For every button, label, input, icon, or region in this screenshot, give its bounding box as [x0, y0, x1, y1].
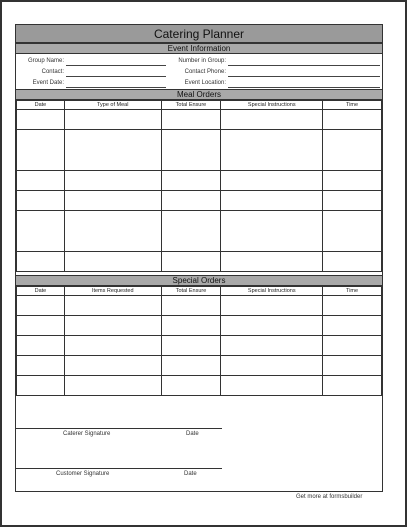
col-special-instructions: Special Instructions	[247, 288, 296, 294]
caterer-signature-label: Caterer Signature	[63, 431, 111, 437]
col-special-instructions: Special Instructions	[247, 102, 296, 108]
table-row[interactable]	[17, 130, 382, 171]
caterer-date-label: Date	[186, 431, 199, 437]
group-name-field[interactable]	[66, 65, 166, 66]
caterer-signature-line[interactable]	[16, 428, 222, 429]
group-name-label: Group Name:	[27, 58, 64, 64]
table-row[interactable]	[17, 336, 382, 356]
customer-signature-line[interactable]	[16, 468, 222, 469]
contact-field[interactable]	[66, 76, 166, 77]
event-info-header: Event Information	[16, 43, 382, 54]
contact-phone-label: Contact Phone:	[184, 69, 226, 75]
customer-signature-label: Customer Signature	[56, 471, 110, 477]
number-in-group-label: Number in Group:	[178, 58, 226, 64]
table-row[interactable]	[17, 171, 382, 191]
event-date-label: Event Date:	[32, 80, 64, 86]
table-row[interactable]	[17, 110, 382, 130]
col-date: Date	[34, 288, 47, 294]
footer-credit: Get more at formsbuilder	[296, 494, 363, 500]
contact-phone-field[interactable]	[228, 76, 380, 77]
meal-orders-header: Meal Orders	[16, 89, 382, 100]
special-orders-column-headers	[17, 287, 382, 296]
table-row[interactable]	[17, 252, 382, 272]
info-row-1	[16, 56, 382, 66]
table-row[interactable]	[17, 296, 382, 316]
meal-orders-table	[16, 100, 382, 272]
col-time: Time	[346, 102, 359, 108]
table-row[interactable]	[17, 316, 382, 336]
col-date: Date	[34, 102, 47, 108]
event-location-field[interactable]	[228, 87, 380, 88]
meal-orders-column-headers	[17, 101, 382, 110]
col-items-requested: Items Requested	[91, 288, 134, 294]
table-row[interactable]	[17, 376, 382, 396]
table-row[interactable]	[17, 356, 382, 376]
special-orders-table	[16, 286, 382, 396]
number-in-group-field[interactable]	[228, 65, 380, 66]
col-time: Time	[346, 288, 359, 294]
special-orders-header: Special Orders	[16, 275, 382, 286]
info-row-3	[16, 78, 382, 88]
event-location-label: Event Location:	[184, 80, 226, 86]
form-title: Catering Planner	[16, 25, 382, 43]
customer-date-label: Date	[184, 471, 197, 477]
col-total: Total Ensure	[175, 288, 207, 294]
table-row[interactable]	[17, 211, 382, 252]
event-date-field[interactable]	[66, 87, 166, 88]
col-type-of-meal: Type of Meal	[96, 102, 129, 108]
contact-label: Contact:	[41, 69, 64, 75]
info-row-2	[16, 67, 382, 77]
table-row[interactable]	[17, 191, 382, 211]
catering-form	[15, 24, 383, 492]
col-total: Total Ensure	[175, 102, 207, 108]
